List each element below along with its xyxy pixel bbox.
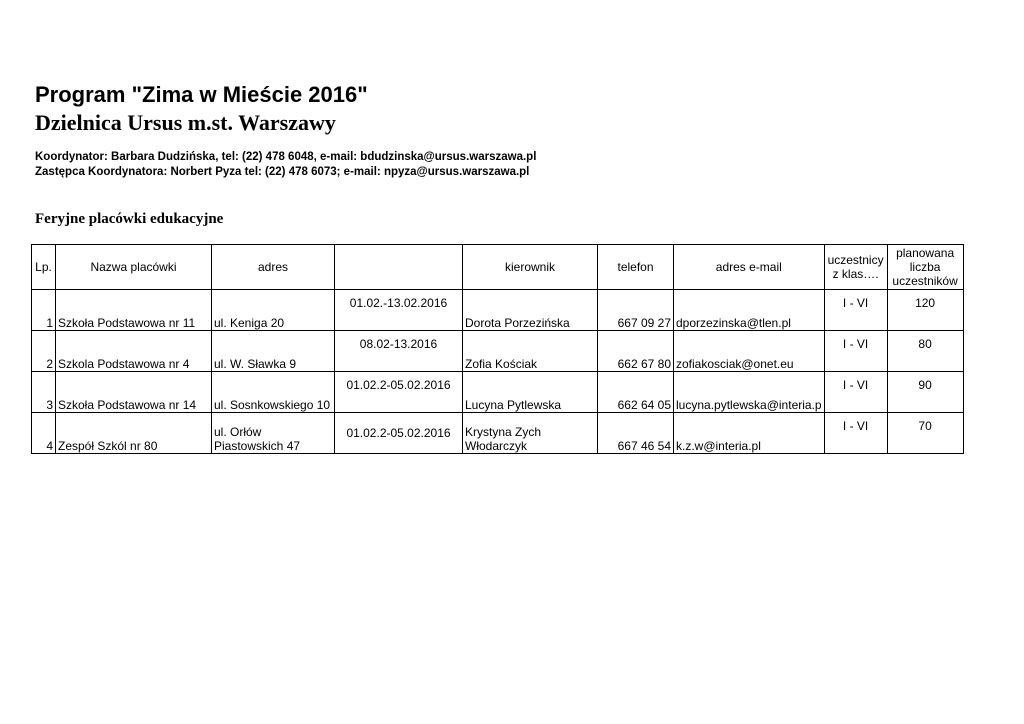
header-manager: kierownik — [463, 245, 598, 290]
cell-name: Szkoła Podstawowa nr 14 — [56, 372, 212, 413]
cell-grades: I - VI — [824, 331, 887, 372]
address-line: ul. Sosnkowskiego 10 — [214, 398, 331, 412]
cell-email: zofiakosciak@onet.eu — [674, 331, 825, 372]
cell-address — [212, 413, 335, 454]
cell-grades: I - VI — [824, 372, 887, 413]
cell-dates: 01.02.-13.02.2016 — [335, 290, 463, 331]
cell-grades: I - VI — [824, 290, 887, 331]
address-line: ul. Keniga 20 — [214, 316, 285, 330]
table-row — [32, 331, 964, 372]
cell-manager — [463, 372, 598, 413]
section-title: Feryjne placówki edukacyjne — [35, 211, 224, 227]
cell-address — [212, 331, 335, 372]
manager-line: Włodarczyk — [465, 439, 528, 453]
header-planned-line: uczestników — [892, 274, 958, 288]
header-grades — [824, 245, 887, 290]
table-header-row — [32, 245, 964, 290]
table-row — [32, 372, 964, 413]
cell-grades: I - VI — [824, 413, 887, 454]
cell-email: k.z.w@interia.pl — [674, 413, 825, 454]
header-planned-line: liczba — [909, 260, 941, 274]
cell-phone: 662 64 05 — [598, 372, 674, 413]
table-row — [32, 290, 964, 331]
cell-address — [212, 290, 335, 331]
cell-lp: 4 — [32, 413, 56, 454]
cell-name: Szkola Podstawowa nr 4 — [56, 331, 212, 372]
manager-line: Zofia Kościak — [465, 357, 538, 371]
manager-line: Dorota Porzezińska — [465, 316, 570, 330]
cell-email: lucyna.pytlewska@interia.p — [674, 372, 825, 413]
deputy-coordinator-info: Zastępca Koordynatora: Norbert Pyza tel: (22) 478 6073; e-mail: npyza@ursus.warszawa.pl — [35, 166, 530, 178]
address-line: ul. Orłów — [214, 425, 262, 439]
manager-line: Krystyna Zych — [465, 425, 542, 439]
cell-planned: 120 — [887, 290, 963, 331]
cell-manager — [463, 331, 598, 372]
header-email: adres e-mail — [674, 245, 825, 290]
cell-name: Szkoła Podstawowa nr 11 — [56, 290, 212, 331]
header-lp: Lp. — [32, 245, 56, 290]
cell-dates: 08.02-13.2016 — [335, 331, 463, 372]
header-planned — [887, 245, 963, 290]
header-grades-line: uczestnicy — [827, 253, 884, 267]
header-address: adres — [212, 245, 335, 290]
cell-name: Zespół Szkól nr 80 — [56, 413, 212, 454]
cell-planned: 80 — [887, 331, 963, 372]
cell-phone: 667 46 54 — [598, 413, 674, 454]
coordinator-info: Koordynator: Barbara Dudzińska, tel: (22) 478 6048, e-mail: bdudzinska@ursus.warszawa.pl — [35, 151, 537, 163]
cell-planned: 90 — [887, 372, 963, 413]
cell-phone: 662 67 80 — [598, 331, 674, 372]
header-dates — [335, 245, 463, 290]
facilities-table — [31, 244, 964, 454]
cell-address — [212, 372, 335, 413]
cell-email: dporzezinska@tlen.pl — [674, 290, 825, 331]
cell-dates: 01.02.2-05.02.2016 — [335, 413, 463, 454]
cell-lp: 3 — [32, 372, 56, 413]
cell-planned: 70 — [887, 413, 963, 454]
cell-manager — [463, 290, 598, 331]
header-name: Nazwa placówki — [56, 245, 212, 290]
header-planned-line: planowana — [896, 246, 955, 260]
address-line: Piastowskich 47 — [214, 439, 301, 453]
address-line: ul. W. Sławka 9 — [214, 357, 297, 371]
cell-lp: 2 — [32, 331, 56, 372]
header-grades-line: z klas…. — [832, 267, 879, 281]
cell-manager — [463, 413, 598, 454]
cell-phone: 667 09 27 — [598, 290, 674, 331]
manager-line: Lucyna Pytlewska — [465, 398, 562, 412]
page-subtitle: Dzielnica Ursus m.st. Warszawy — [35, 110, 336, 135]
header-phone: telefon — [598, 245, 674, 290]
cell-dates: 01.02.2-05.02.2016 — [335, 372, 463, 413]
table-row — [32, 413, 964, 454]
page-title: Program "Zima w Mieście 2016" — [35, 82, 368, 107]
cell-lp: 1 — [32, 290, 56, 331]
